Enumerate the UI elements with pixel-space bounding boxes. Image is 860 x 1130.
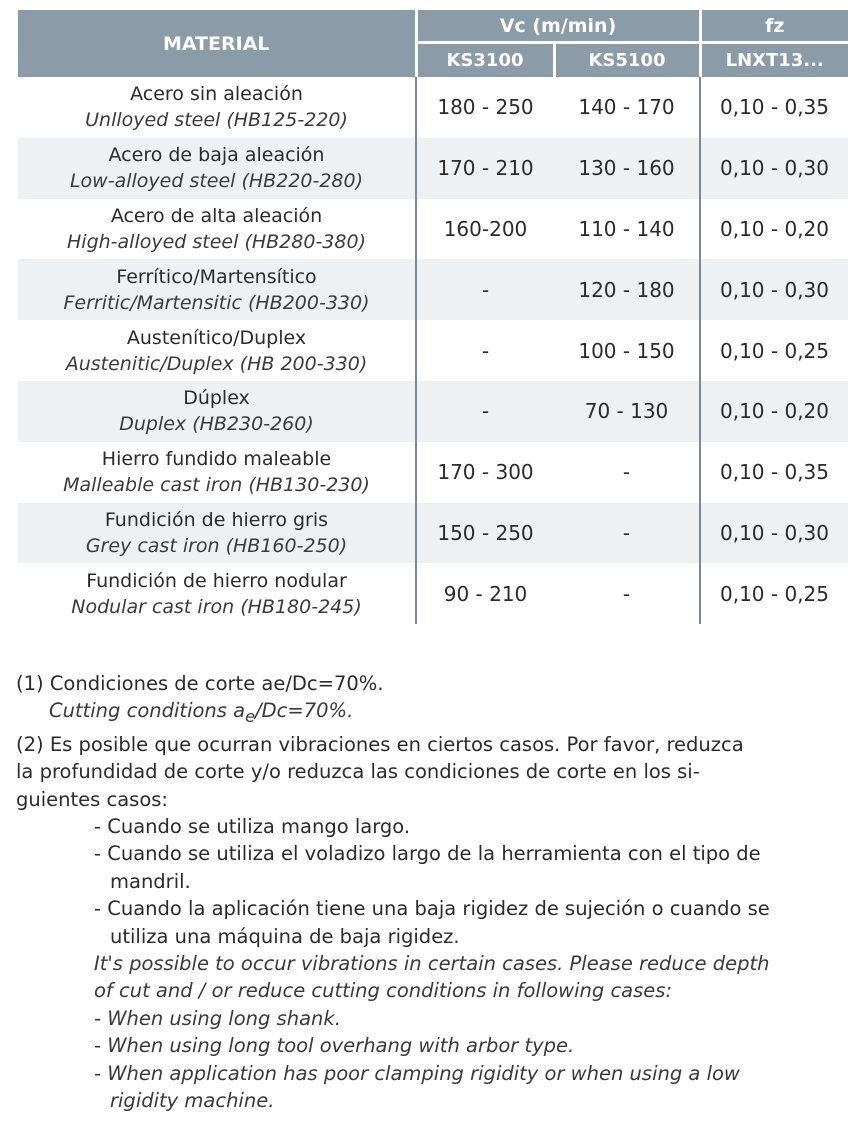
bullet-3-en-b: rigidity machine. [110, 1088, 275, 1112]
fz-cell: 0,10 - 0,30 [700, 138, 848, 199]
material-cell [18, 199, 416, 260]
note-1-en-suffix: /Dc=70%. [255, 699, 354, 723]
material-name-es: Fundición de hierro gris [104, 508, 329, 531]
bullet-1-es: - Cuando se utiliza mango largo. [94, 814, 411, 838]
table-row [18, 199, 848, 260]
material-cell [18, 503, 416, 564]
table-header [18, 10, 848, 77]
material-name-es: Austenítico/Duplex [126, 326, 307, 349]
note-1-en-prefix: Cutting conditions a [49, 699, 246, 723]
note-1-en [16, 697, 846, 730]
material-name-en: Duplex (HB230-260) [119, 413, 314, 436]
table-row [18, 381, 848, 442]
bullet-1-en: - When using long shank. [94, 1006, 341, 1030]
note-1-en-subscript: e [245, 707, 256, 727]
bullet-3-en-a: - When application has poor clamping rigidity or when using a low [94, 1061, 740, 1085]
material-cell [18, 138, 416, 199]
material-name-en: Unlloyed steel (HB125-220) [85, 109, 348, 132]
bullet-3-en [16, 1060, 846, 1115]
bullet-2-en: - When using long tool overhang with arbor type. [94, 1034, 575, 1058]
material-name-es: Acero de baja aleación [108, 144, 325, 167]
fz-cell: 0,10 - 0,35 [720, 460, 829, 485]
table-row [18, 259, 848, 320]
table-row [18, 320, 848, 381]
material-name-es: Ferrítico/Martensítico [116, 265, 317, 288]
vc-ks3100-cell: 180 - 250 [437, 95, 534, 120]
cutting-conditions-table [18, 10, 848, 624]
header-fz-group: fz [700, 10, 848, 43]
material-cell [18, 442, 416, 503]
vc-ks5100-cell: 120 - 180 [554, 259, 700, 320]
note-2-en-line-1: It's possible to occur vibrations in certain cases. Please reduce depth [94, 951, 770, 975]
note-1-es: (1) Condiciones de corte ae/Dc=70%. [16, 672, 384, 695]
bullet-3-es [16, 895, 846, 950]
table-row [18, 138, 848, 199]
fz-cell: 0,10 - 0,20 [720, 216, 829, 241]
material-name-en: Austenitic/Duplex (HB 200-330) [65, 352, 368, 375]
material-name-es: Hierro fundido maleable [101, 448, 332, 471]
material-name-en: Ferritic/Martensitic (HB200-330) [63, 291, 370, 314]
vc-ks3100-cell: - [416, 381, 554, 442]
vc-ks5100-cell: 130 - 160 [554, 138, 700, 199]
fz-cell: 0,10 - 0,20 [700, 381, 848, 442]
header-ks5100: KS5100 [554, 43, 700, 78]
note-2-en-line-2: of cut and / or reduce cutting conditions in following cases: [94, 979, 673, 1003]
table-row [18, 77, 848, 138]
material-name-en: Nodular cast iron (HB180-245) [71, 595, 362, 618]
header-lnxt13: LNXT13... [700, 43, 848, 78]
vc-ks3100-cell: - [481, 338, 490, 363]
vc-ks5100-cell: 70 - 130 [554, 381, 700, 442]
vc-ks3100-cell: 170 - 210 [416, 138, 554, 199]
bullet-3-es-a: - Cuando la aplicación tiene una baja rigidez de sujeción o cuando se [94, 897, 770, 921]
vc-ks5100-cell: - [554, 442, 700, 503]
vc-ks5100-cell: - [554, 503, 700, 564]
cutting-data-sheet [18, 10, 848, 624]
material-cell [18, 320, 416, 381]
vc-ks5100-cell: 100 - 150 [554, 320, 700, 381]
footnotes [16, 670, 846, 1114]
material-name-es: Acero sin aleación [130, 83, 303, 106]
material-name-es: Fundición de hierro nodular [86, 569, 347, 592]
material-name-en: High-alloyed steel (HB280-380) [67, 230, 366, 253]
vc-ks3100-cell: 170 - 300 [437, 460, 534, 485]
material-name-en: Malleable cast iron (HB130-230) [63, 474, 370, 497]
vc-ks5100-cell: - [554, 563, 700, 624]
vc-ks5100-cell: 140 - 170 [554, 77, 700, 138]
note-2-es-line-2: la profundidad de corte y/o reduzca las condiciones de corte en los si- [16, 760, 700, 784]
header-ks3100: KS3100 [416, 43, 554, 78]
table-row [18, 503, 848, 564]
bullet-2-es-b: mandril. [110, 869, 191, 893]
table-body [18, 77, 848, 624]
material-cell [18, 259, 416, 320]
material-cell [18, 381, 416, 442]
table-row [18, 442, 848, 503]
vc-ks3100-cell: 90 - 210 [443, 581, 528, 606]
material-cell [18, 77, 416, 138]
header-material: MATERIAL [18, 10, 416, 77]
vc-ks3100-cell: - [416, 259, 554, 320]
bullet-2-es-a: - Cuando se utiliza el voladizo largo de la herramienta con el tipo de [94, 842, 761, 866]
fz-cell: 0,10 - 0,25 [720, 338, 829, 363]
material-cell [18, 563, 416, 624]
fz-cell: 0,10 - 0,25 [720, 581, 829, 606]
note-2-es-line-1: (2) Es posible que ocurran vibraciones en ciertos casos. Por favor, reduzca [16, 732, 744, 756]
material-name-en: Low-alloyed steel (HB220-280) [69, 170, 364, 193]
header-vc-group: Vc (m/min) [416, 10, 700, 43]
fz-cell: 0,10 - 0,30 [700, 259, 848, 320]
material-name-en: Grey cast iron (HB160-250) [85, 534, 348, 557]
bullet-2-es [16, 840, 846, 895]
note-2-es-line-3: guientes casos: [16, 787, 169, 811]
vc-ks3100-cell: 160-200 [443, 216, 528, 241]
vc-ks5100-cell: 110 - 140 [554, 199, 700, 260]
bullet-3-es-b: utiliza una máquina de baja rigidez. [110, 924, 460, 948]
fz-cell: 0,10 - 0,30 [700, 503, 848, 564]
material-name-es: Acero de alta aleación [110, 204, 323, 227]
vc-ks3100-cell: 150 - 250 [416, 503, 554, 564]
fz-cell: 0,10 - 0,35 [720, 95, 829, 120]
table-row [18, 563, 848, 624]
material-name-es: Dúplex [183, 387, 250, 410]
